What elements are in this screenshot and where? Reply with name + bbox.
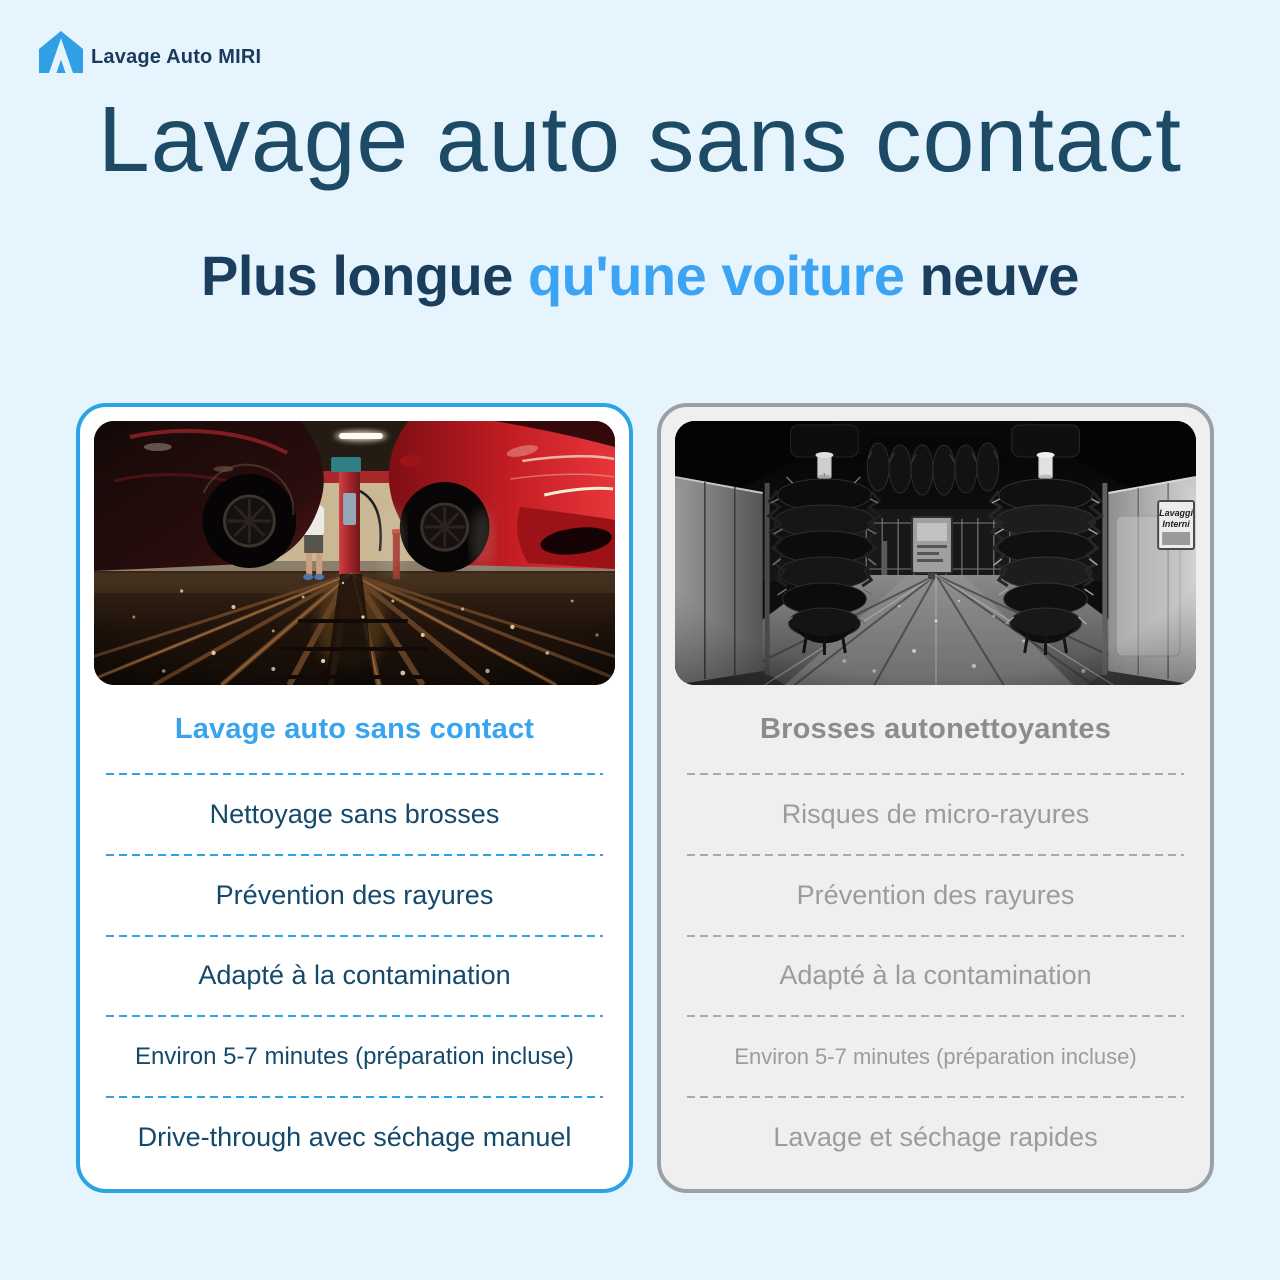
brand-name: Lavage Auto MIRI xyxy=(91,46,262,68)
touchless-wash-photo xyxy=(94,421,615,685)
left-card-title: Lavage auto sans contact xyxy=(174,712,535,745)
house-icon xyxy=(38,30,84,74)
list-item: Risques de micro-rayures xyxy=(781,798,1090,829)
list-item: Prévention des rayures xyxy=(796,879,1075,910)
left-card-list xyxy=(94,773,615,1177)
list-item: Lavage et séchage rapides xyxy=(773,1122,1098,1153)
list-item: Prévention des rayures xyxy=(215,879,494,910)
list-item: Environ 5-7 minutes (préparation incluse) xyxy=(734,1043,1137,1069)
list-item: Adapté à la contamination xyxy=(779,960,1092,991)
list-item: Drive-through avec séchage manuel xyxy=(137,1122,572,1153)
right-card-list xyxy=(675,773,1196,1177)
list-item: Nettoyage sans brosses xyxy=(209,798,500,829)
subtitle-suffix: neuve xyxy=(919,244,1079,307)
right-card-title: Brosses autonettoyantes xyxy=(759,712,1112,745)
comparison-section xyxy=(76,403,1214,1193)
touchless-wash-card xyxy=(76,403,633,1193)
brush-wash-photo xyxy=(675,421,1196,685)
list-item: Adapté à la contamination xyxy=(198,960,511,991)
subtitle-highlight: qu'une voiture xyxy=(512,244,920,307)
brush-wash-card xyxy=(657,403,1214,1193)
brand-logo xyxy=(38,30,261,74)
page-subtitle xyxy=(0,243,1280,308)
list-item: Environ 5-7 minutes (préparation incluse) xyxy=(135,1042,574,1070)
subtitle-prefix: Plus longue xyxy=(201,244,513,307)
page-title: Lavage auto sans contact xyxy=(98,87,1182,191)
